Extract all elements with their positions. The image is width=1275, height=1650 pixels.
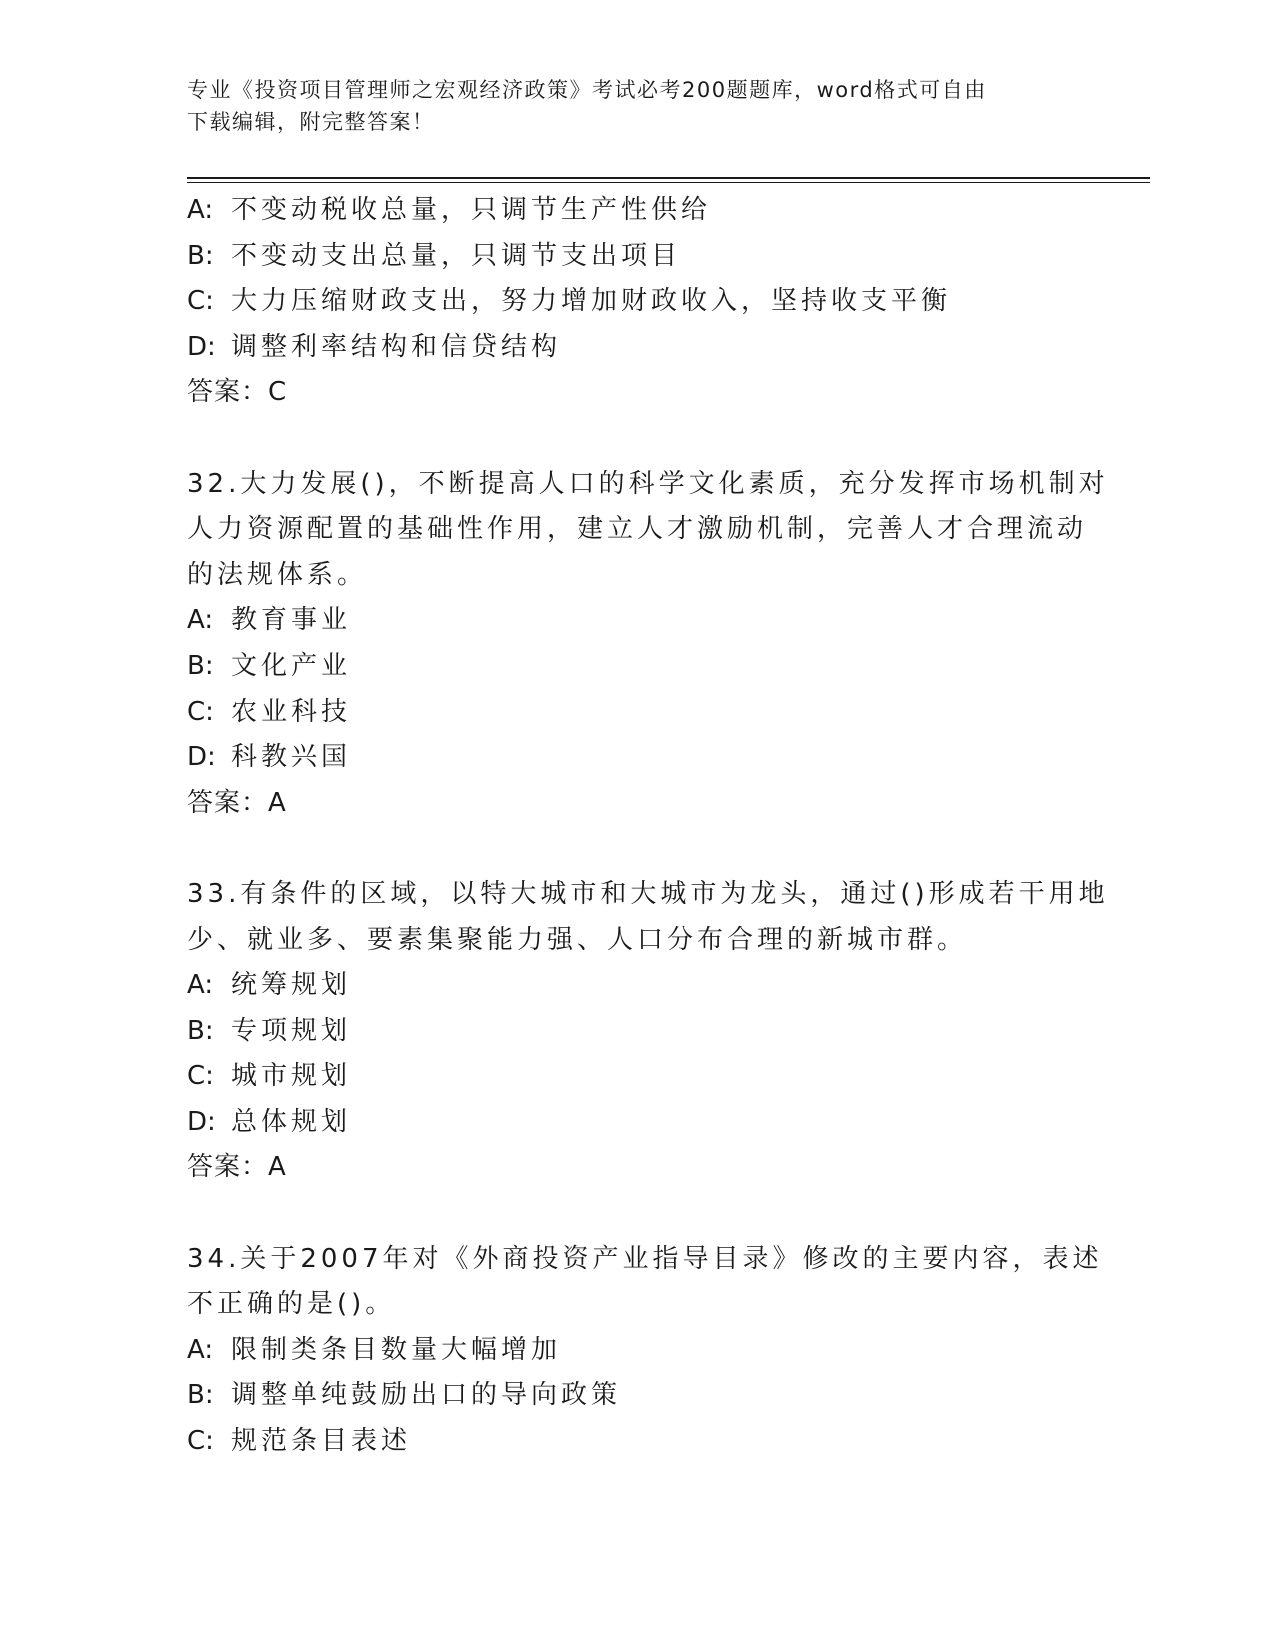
option-text: 不变动税收总量，只调节生产性供给 — [231, 195, 712, 225]
option-text: 文化产业 — [231, 650, 352, 681]
option-letter: C: — [187, 1061, 214, 1092]
question-34 — [187, 1237, 1103, 1465]
option-letter: B: — [187, 650, 214, 681]
option-letter: C: — [187, 696, 214, 727]
question-list — [187, 188, 1109, 1465]
option-c — [187, 1419, 1087, 1465]
option-letter: C: — [187, 286, 214, 317]
header-divider-thick — [187, 177, 1150, 179]
option-letter: B: — [187, 1015, 214, 1046]
option-b — [187, 1009, 1087, 1055]
option-text: 调整利率结构和信贷结构 — [231, 331, 562, 362]
option-a — [187, 1328, 1087, 1374]
option-d — [187, 735, 1087, 781]
question-31 — [187, 188, 1087, 416]
answer-line: 答案：A — [187, 1152, 287, 1183]
option-a — [187, 188, 1087, 234]
option-text: 科教兴国 — [231, 742, 352, 773]
option-c — [187, 1054, 1087, 1100]
spacer — [187, 416, 1087, 462]
option-letter: A: — [187, 1334, 214, 1365]
option-letter: D: — [187, 331, 216, 362]
option-text: 限制类条目数量大幅增加 — [231, 1334, 562, 1365]
option-d — [187, 1100, 1087, 1146]
question-text-line: 34.关于2007年对《外商投资产业指导目录》修改的主要内容，表述 — [187, 1243, 1103, 1274]
option-text: 城市规划 — [231, 1061, 352, 1092]
option-text: 调整单纯鼓励出口的导向政策 — [231, 1380, 622, 1411]
answer-line: 答案：A — [187, 787, 287, 818]
option-letter: B: — [187, 1380, 214, 1411]
option-letter: B: — [187, 240, 214, 271]
document-header — [187, 74, 1067, 138]
option-letter: D: — [187, 742, 216, 773]
option-text: 总体规划 — [231, 1106, 352, 1137]
option-letter: A: — [187, 195, 214, 225]
option-a — [187, 963, 1087, 1009]
option-d — [187, 325, 1087, 371]
question-text-line: 的法规体系。 — [187, 559, 368, 590]
header-divider-thin — [187, 182, 1150, 183]
question-33 — [187, 872, 1109, 1191]
option-text: 农业科技 — [231, 696, 352, 727]
option-text: 不变动支出总量，只调节支出项目 — [231, 240, 682, 271]
question-text-line: 不正确的是()。 — [187, 1289, 396, 1320]
option-text: 教育事业 — [231, 605, 352, 636]
spacer — [187, 826, 1087, 872]
spacer — [187, 1191, 1087, 1237]
option-text: 统筹规划 — [231, 970, 352, 1001]
option-b — [187, 1373, 1087, 1419]
option-letter: A: — [187, 605, 214, 636]
answer-line: 答案：C — [187, 377, 288, 408]
question-text-line: 少、就业多、要素集聚能力强、人口分布合理的新城市群。 — [187, 924, 968, 955]
option-letter: C: — [187, 1426, 214, 1457]
header-line-1: 专业《投资项目管理师之宏观经济政策》考试必考200题题库，word格式可自由 — [187, 78, 987, 102]
option-c — [187, 690, 1087, 736]
option-letter: D: — [187, 1106, 216, 1137]
question-text-line: 32.大力发展()，不断提高人口的科学文化素质，充分发挥市场机制对 — [187, 468, 1109, 499]
option-b — [187, 234, 1087, 280]
header-line-2: 下载编辑，附完整答案！ — [187, 110, 435, 134]
option-letter: A: — [187, 970, 214, 1001]
question-32 — [187, 462, 1109, 827]
option-c — [187, 279, 1087, 325]
question-text-line: 人力资源配置的基础性作用，建立人才激励机制，完善人才合理流动 — [187, 514, 1088, 545]
option-a — [187, 598, 1087, 644]
option-text: 专项规划 — [231, 1015, 352, 1046]
question-text-line: 33.有条件的区域，以特大城市和大城市为龙头，通过()形成若干用地 — [187, 878, 1109, 909]
option-b — [187, 644, 1087, 690]
option-text: 大力压缩财政支出，努力增加财政收入，坚持收支平衡 — [231, 286, 952, 317]
option-text: 规范条目表述 — [231, 1426, 412, 1457]
